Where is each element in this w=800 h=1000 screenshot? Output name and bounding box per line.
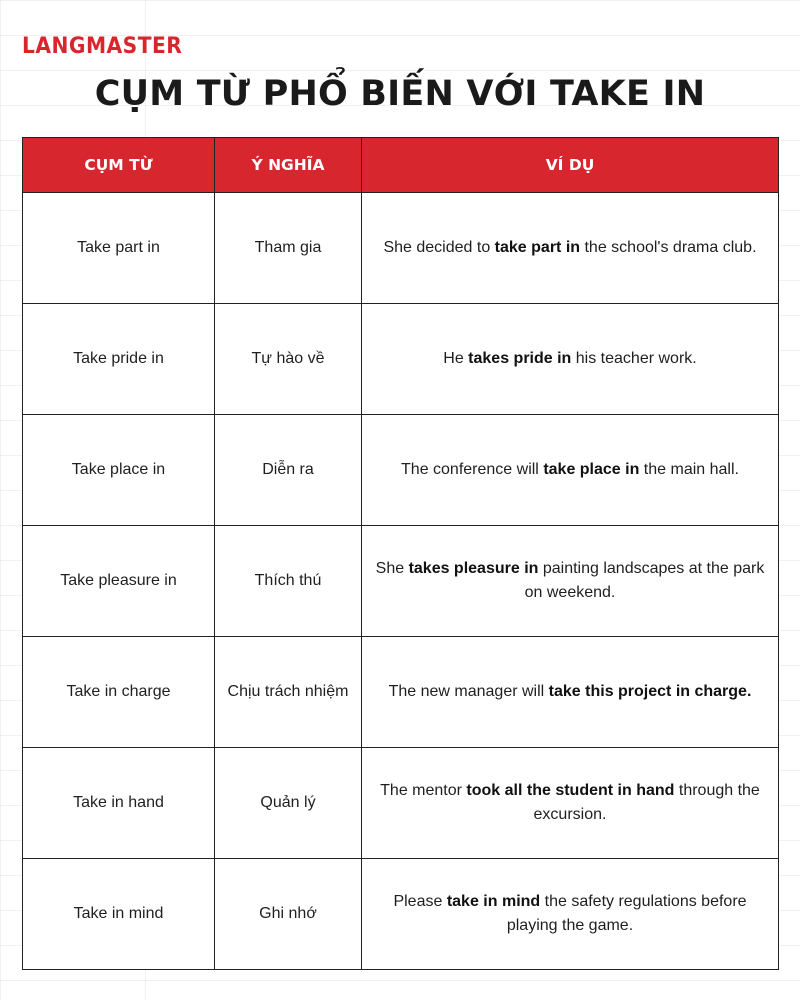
phrase-cell: Take pride in [23, 304, 215, 415]
example-cell [362, 415, 779, 526]
example-highlight: take part in [494, 239, 581, 256]
phrase-cell: Take part in [23, 193, 215, 304]
example-highlight: take place in [543, 461, 640, 478]
example-highlight: takes pleasure in [408, 560, 539, 577]
example-text: the school's drama club. [580, 239, 757, 256]
phrase-cell: Take in hand [23, 748, 215, 859]
example-text: the main hall. [639, 461, 739, 478]
meaning-cell: Chịu trách nhiệm [215, 637, 362, 748]
example-text: The conference will [401, 461, 544, 478]
example-text: She decided to [383, 239, 495, 256]
example-cell [362, 748, 779, 859]
example-cell [362, 526, 779, 637]
table-row [23, 415, 779, 526]
table-row [23, 637, 779, 748]
example-highlight: take this project in charge. [548, 683, 752, 700]
example-text: The mentor [380, 782, 467, 799]
example-cell [362, 637, 779, 748]
brand-logo: LANGMASTER [22, 34, 183, 59]
example-text: Please [393, 893, 447, 910]
meaning-cell: Ghi nhớ [215, 859, 362, 970]
phrase-cell: Take pleasure in [23, 526, 215, 637]
meaning-cell: Thích thú [215, 526, 362, 637]
page-title: CỤM TỪ PHỔ BIẾN VỚI TAKE IN [94, 74, 706, 114]
example-text: He [443, 350, 469, 367]
example-highlight: take in mind [446, 893, 541, 910]
example-text: through the excursion. [533, 782, 760, 823]
example-text: She [375, 560, 409, 577]
table-row [23, 748, 779, 859]
example-text: the safety regulations before playing the game. [506, 893, 747, 934]
phrase-cell: Take in mind [23, 859, 215, 970]
example-cell [362, 304, 779, 415]
phrase-table [22, 137, 779, 970]
table-row [23, 859, 779, 970]
header-meaning: Ý NGHĨA [215, 138, 362, 193]
header-example: VÍ DỤ [362, 138, 779, 193]
example-text: his teacher work. [571, 350, 697, 367]
phrase-cell: Take in charge [23, 637, 215, 748]
table-row [23, 193, 779, 304]
table-row [23, 304, 779, 415]
phrase-cell: Take place in [23, 415, 215, 526]
meaning-cell: Tham gia [215, 193, 362, 304]
table-row [23, 526, 779, 637]
header-phrase: CỤM TỪ [23, 138, 215, 193]
example-highlight: takes pride in [468, 350, 572, 367]
example-highlight: took all the student in hand [466, 782, 675, 799]
example-cell [362, 859, 779, 970]
example-cell [362, 193, 779, 304]
meaning-cell: Tự hào về [215, 304, 362, 415]
meaning-cell: Diễn ra [215, 415, 362, 526]
table-header-row [23, 138, 779, 193]
meaning-cell: Quản lý [215, 748, 362, 859]
example-text: painting landscapes at the park on weekend. [524, 560, 765, 601]
example-text: The new manager will [388, 683, 549, 700]
